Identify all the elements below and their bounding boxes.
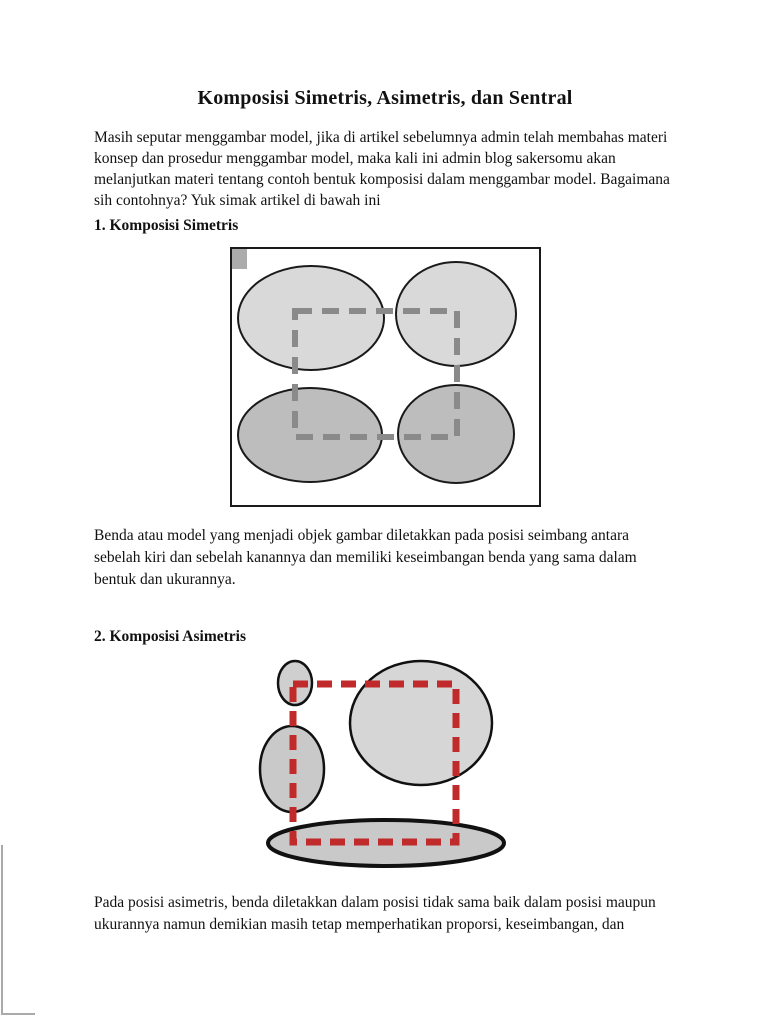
page-edge-artifact-vertical bbox=[1, 845, 3, 1015]
symmetric-composition-diagram bbox=[230, 247, 541, 507]
section-body-simetris: Benda atau model yang menjadi objek gambar diletakkan pada posisi seimbang antara sebelah kiri dan sebelah kanannya dan memiliki keseimbangan benda yang sama dalam bentuk dan ukurannya. bbox=[94, 527, 637, 588]
asymmetric-composition-diagram bbox=[258, 659, 513, 871]
intro-paragraph: Masih seputar menggambar model, jika di artikel sebelumnya admin telah membahas materi konsep dan prosedur menggambar model, maka kali ini admin blog sakersomu akan melanjutkan materi tentang contoh bentuk komposisi dalam menggambar model. Bagaimana sih contohnya? Yuk simak artikel di bawah ini bbox=[94, 129, 670, 209]
ellipse-top-left bbox=[238, 266, 384, 370]
section-heading-asimetris: 2. Komposisi Asimetris bbox=[94, 628, 246, 645]
ellipse-large-right bbox=[350, 661, 492, 785]
page-title: Komposisi Simetris, Asimetris, dan Sentral bbox=[197, 87, 573, 109]
document-content bbox=[94, 86, 676, 936]
symmetric-composition-figure bbox=[230, 247, 541, 507]
section-heading-simetris: 1. Komposisi Simetris bbox=[94, 217, 239, 234]
asymmetric-composition-figure bbox=[258, 659, 513, 871]
page-edge-artifact-horizontal bbox=[1, 1013, 35, 1015]
corner-handle-square bbox=[232, 249, 247, 269]
section-body-asimetris: Pada posisi asimetris, benda diletakkan dalam posisi tidak sama baik dalam posisi maupun ukurannya namun demikian masih tetap memperhatikan proporsi, keseimbangan, dan bbox=[94, 894, 656, 933]
